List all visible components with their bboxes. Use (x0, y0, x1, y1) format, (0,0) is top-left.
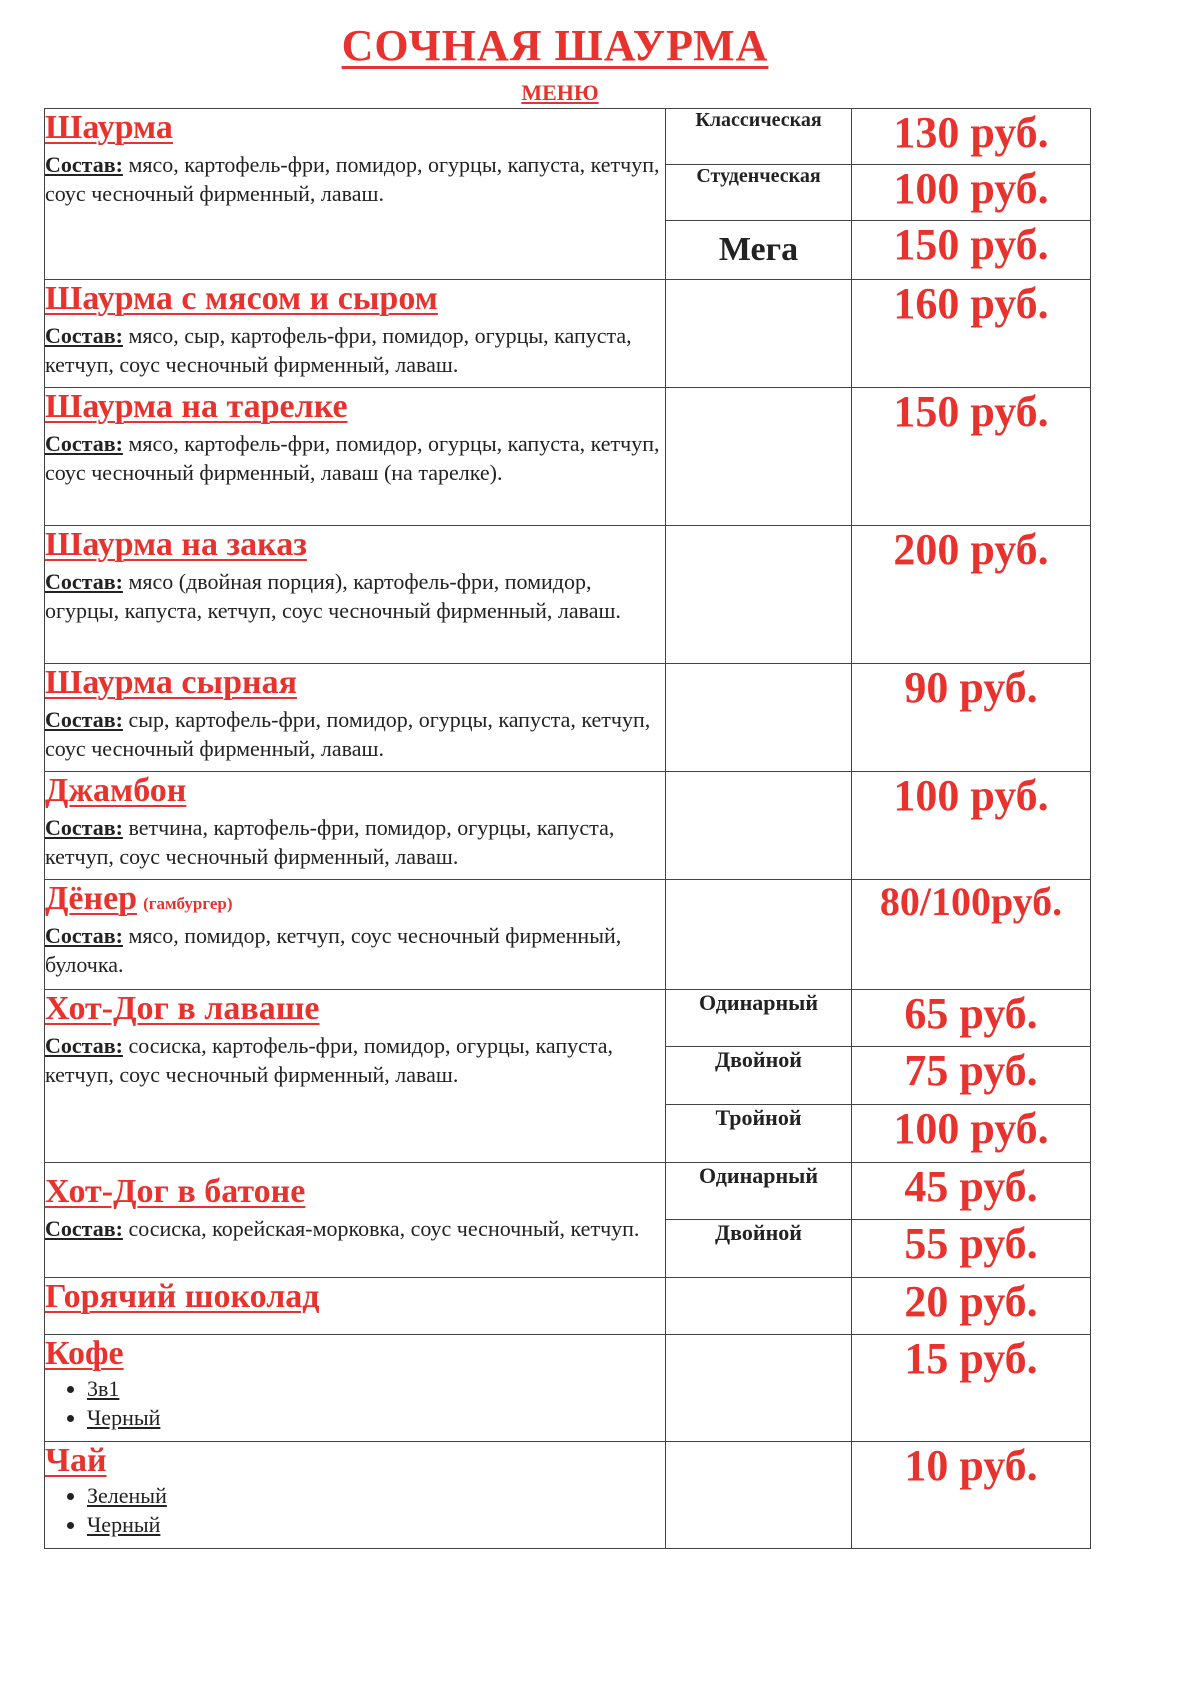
item-composition (45, 705, 665, 763)
composition-text: сосиска, картофель-фри, помидор, огурцы, капуста, кетчуп, соус чесночный фирменный, лаваш. (45, 1033, 614, 1088)
item-description (45, 1335, 666, 1442)
variant-price: 75 руб. (852, 1047, 1091, 1105)
composition-label: Состав: (45, 1033, 123, 1059)
variant-empty (666, 1278, 852, 1335)
option-text: Зеленый (87, 1483, 167, 1509)
variant-empty (666, 280, 852, 388)
variant-label: Одинарный (666, 990, 852, 1047)
item-description (45, 772, 666, 880)
composition-label: Состав: (45, 1216, 123, 1242)
menu-table (44, 108, 1091, 1549)
item-description (45, 880, 666, 990)
option-item (87, 1374, 665, 1403)
item-name: Кофе (45, 1335, 124, 1372)
item-name: Шаурма на заказ (45, 526, 307, 563)
item-description (45, 280, 666, 388)
option-list (45, 1374, 665, 1432)
composition-label: Состав: (45, 431, 123, 457)
menu-row (45, 880, 1091, 990)
menu-row (45, 990, 1091, 1047)
variant-label: Двойной (666, 1047, 852, 1105)
item-price: 100 руб. (852, 772, 1091, 880)
variant-empty (666, 1335, 852, 1442)
composition-text: ветчина, картофель-фри, помидор, огурцы, капуста, кетчуп, соус чесночный фирменный, лаваш. (45, 815, 615, 870)
item-name: Дёнер (45, 880, 138, 917)
menu-row (45, 664, 1091, 772)
variant-price: 150 руб. (852, 221, 1091, 280)
item-name: Хот-Дог в батоне (45, 1173, 306, 1210)
item-composition (45, 150, 665, 208)
item-description (45, 109, 666, 280)
item-price: 90 руб. (852, 664, 1091, 772)
composition-label: Состав: (45, 815, 123, 841)
item-price: 160 руб. (852, 280, 1091, 388)
item-price: 80/100руб. (852, 880, 1091, 990)
item-note: (гамбургер) (143, 894, 233, 913)
item-description (45, 664, 666, 772)
item-name: Шаурма с мясом и сыром (45, 280, 438, 317)
composition-text: мясо (двойная порция), картофель-фри, помидор, огурцы, капуста, кетчуп, соус чесночный фирменный, лаваш. (45, 569, 621, 624)
composition-text: мясо, картофель-фри, помидор, огурцы, капуста, кетчуп, соус чесночный фирменный, лаваш. (45, 152, 660, 207)
menu-row (45, 772, 1091, 880)
composition-label: Состав: (45, 323, 123, 349)
menu-row (45, 1442, 1091, 1549)
item-price: 20 руб. (852, 1278, 1091, 1335)
item-description (45, 1442, 666, 1549)
item-name: Шаурма на тарелке (45, 388, 348, 425)
variant-price: 100 руб. (852, 1105, 1091, 1163)
composition-text: мясо, картофель-фри, помидор, огурцы, капуста, кетчуп, соус чесночный фирменный, лаваш (на тарелке). (45, 431, 660, 486)
variant-empty (666, 880, 852, 990)
composition-label: Состав: (45, 707, 123, 733)
option-item (87, 1403, 665, 1432)
variant-label: Классическая (666, 109, 852, 165)
item-composition (45, 813, 665, 871)
variant-price: 55 руб. (852, 1220, 1091, 1278)
variant-empty (666, 1442, 852, 1549)
composition-text: сосиска, корейская-морковка, соус чесночный, кетчуп. (128, 1216, 640, 1242)
item-description (45, 990, 666, 1163)
menu-row-shawarma (45, 109, 1091, 165)
composition-label: Состав: (45, 923, 123, 949)
item-composition (45, 429, 665, 487)
option-item (87, 1481, 665, 1510)
variant-empty (666, 526, 852, 664)
item-name: Шаурма сырная (45, 664, 297, 701)
item-composition (45, 1214, 665, 1243)
item-price: 10 руб. (852, 1442, 1091, 1549)
menu-subtitle: МЕНЮ (521, 80, 599, 105)
item-name: Шаурма (45, 109, 173, 146)
option-list (45, 1481, 665, 1539)
variant-price: 100 руб. (852, 165, 1091, 221)
item-price: 150 руб. (852, 388, 1091, 526)
item-description (45, 526, 666, 664)
item-name: Горячий шоколад (45, 1278, 320, 1315)
composition-text: мясо, помидор, кетчуп, соус чесночный фирменный, булочка. (45, 923, 622, 978)
item-description (45, 1163, 666, 1278)
variant-empty (666, 388, 852, 526)
item-price: 200 руб. (852, 526, 1091, 664)
menu-row (45, 280, 1091, 388)
item-composition (45, 921, 665, 979)
option-text: Черный (87, 1512, 161, 1538)
variant-label: Студенческая (666, 165, 852, 221)
variant-price: 65 руб. (852, 990, 1091, 1047)
item-composition (45, 321, 665, 379)
variant-empty (666, 772, 852, 880)
menu-row (45, 526, 1091, 664)
item-name: Хот-Дог в лаваше (45, 990, 320, 1027)
menu-row (45, 1163, 1091, 1220)
variant-price: 45 руб. (852, 1163, 1091, 1220)
item-description (45, 388, 666, 526)
item-composition (45, 567, 665, 625)
option-text: 3в1 (87, 1376, 120, 1402)
menu-row (45, 1278, 1091, 1335)
composition-text: сыр, картофель-фри, помидор, огурцы, капуста, кетчуп, соус чесночный фирменный, лаваш. (45, 707, 651, 762)
variant-label: Мега (666, 221, 852, 280)
composition-text: мясо, сыр, картофель-фри, помидор, огурцы, капуста, кетчуп, соус чесночный фирменный, лаваш. (45, 323, 632, 378)
variant-label: Тройной (666, 1105, 852, 1163)
item-name: Джамбон (45, 772, 187, 809)
item-price: 15 руб. (852, 1335, 1091, 1442)
variant-label: Одинарный (666, 1163, 852, 1220)
option-text: Черный (87, 1405, 161, 1431)
item-composition (45, 1031, 665, 1089)
variant-price: 130 руб. (852, 109, 1091, 165)
menu-row (45, 1335, 1091, 1442)
option-item (87, 1510, 665, 1539)
menu-row (45, 388, 1091, 526)
menu-title: СОЧНАЯ ШАУРМА (341, 21, 769, 70)
item-description (45, 1278, 666, 1335)
composition-label: Состав: (45, 152, 123, 178)
variant-empty (666, 664, 852, 772)
variant-label: Двойной (666, 1220, 852, 1278)
composition-label: Состав: (45, 569, 123, 595)
item-name: Чай (45, 1442, 107, 1479)
